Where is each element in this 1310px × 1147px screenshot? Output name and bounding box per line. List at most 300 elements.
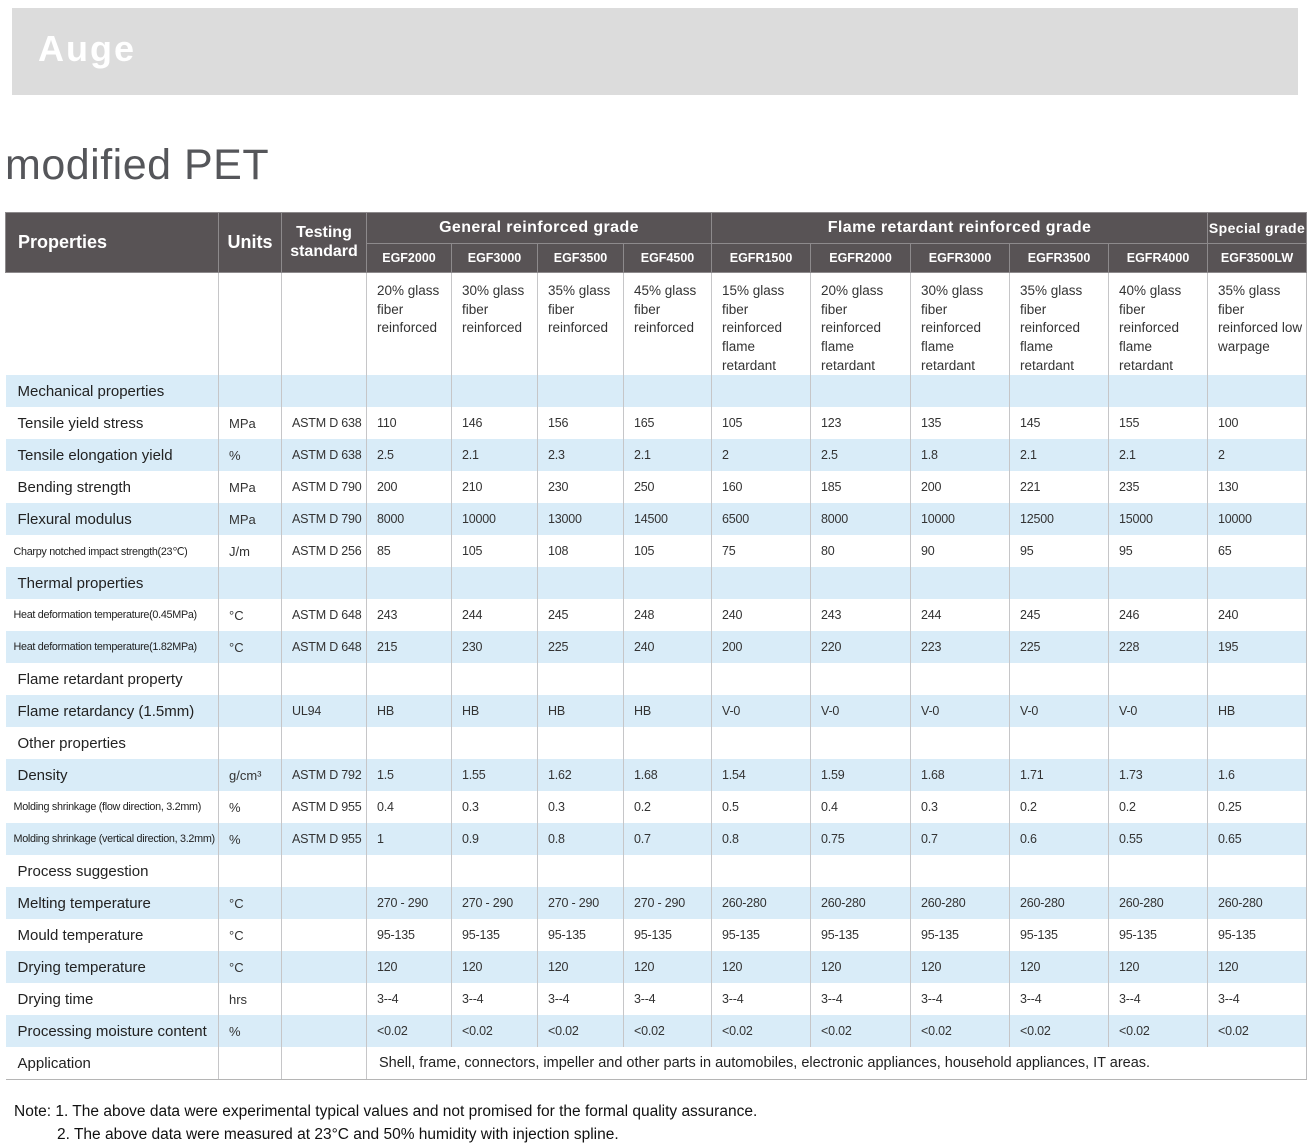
value-cell: 15000 [1109, 503, 1208, 535]
unit-cell: °C [219, 631, 282, 663]
unit-cell [219, 855, 282, 887]
value-cell: 110 [367, 407, 452, 439]
model-description: 30% glass fiber reinforced [452, 273, 538, 376]
value-cell: 3--4 [911, 983, 1010, 1015]
model-description: 45% glass fiber reinforced [624, 273, 712, 376]
property-label: Mould temperature [6, 919, 219, 951]
value-cell: 6500 [712, 503, 811, 535]
table-row [6, 439, 1307, 471]
testing-standard-cell: ASTM D 638 [282, 439, 367, 471]
description-empty-cell [282, 273, 367, 376]
value-cell: V-0 [1109, 695, 1208, 727]
value-cell [1208, 375, 1307, 407]
property-label: Charpy notched impact strength(23℃) [6, 535, 219, 567]
table-row [6, 1047, 1307, 1080]
testing-standard-cell: ASTM D 790 [282, 503, 367, 535]
value-cell: 10000 [911, 503, 1010, 535]
value-cell [452, 855, 538, 887]
col-header-model: EGFR3500 [1010, 244, 1109, 273]
value-cell: <0.02 [1010, 1015, 1109, 1047]
value-cell [624, 375, 712, 407]
value-cell: 0.55 [1109, 823, 1208, 855]
value-cell: <0.02 [712, 1015, 811, 1047]
table-row [6, 887, 1307, 919]
table-row [6, 983, 1307, 1015]
value-cell: V-0 [911, 695, 1010, 727]
model-description: 40% glass fiber reinforced flame retardant [1109, 273, 1208, 376]
value-cell: 2.1 [1010, 439, 1109, 471]
property-label: Heat deformation temperature(0.45MPa) [6, 599, 219, 631]
value-cell: 120 [911, 951, 1010, 983]
property-label: Flame retardancy (1.5mm) [6, 695, 219, 727]
value-cell: 120 [1010, 951, 1109, 983]
value-cell: <0.02 [624, 1015, 712, 1047]
value-cell: 1.71 [1010, 759, 1109, 791]
value-cell: 8000 [367, 503, 452, 535]
value-cell: 240 [624, 631, 712, 663]
value-cell: 230 [538, 471, 624, 503]
value-cell: 120 [811, 951, 911, 983]
footnotes [14, 1100, 1310, 1147]
value-cell [538, 855, 624, 887]
model-description: 35% glass fiber reinforced [538, 273, 624, 376]
value-cell [911, 855, 1010, 887]
value-cell [1208, 727, 1307, 759]
testing-standard-cell: ASTM D 256 [282, 535, 367, 567]
value-cell: 1.6 [1208, 759, 1307, 791]
table-row [6, 823, 1307, 855]
value-cell: 0.4 [367, 791, 452, 823]
property-label: Density [6, 759, 219, 791]
unit-cell: % [219, 439, 282, 471]
property-label: Flame retardant property [6, 663, 219, 695]
value-cell: 260-280 [712, 887, 811, 919]
value-cell: 120 [624, 951, 712, 983]
value-cell [367, 663, 452, 695]
page-title: modified PET [5, 141, 270, 189]
value-cell: 12500 [1010, 503, 1109, 535]
testing-standard-cell [282, 663, 367, 695]
value-cell: 95-135 [712, 919, 811, 951]
value-cell: <0.02 [538, 1015, 624, 1047]
value-cell: HB [624, 695, 712, 727]
property-label: Flexural modulus [6, 503, 219, 535]
value-cell: 0.25 [1208, 791, 1307, 823]
value-cell: 13000 [538, 503, 624, 535]
value-cell [1109, 375, 1208, 407]
value-cell: 243 [811, 599, 911, 631]
value-cell: 245 [538, 599, 624, 631]
property-label: Bending strength [6, 471, 219, 503]
section-row [6, 375, 1307, 407]
value-cell [452, 727, 538, 759]
value-cell: 10000 [452, 503, 538, 535]
value-cell: 105 [712, 407, 811, 439]
testing-standard-cell: ASTM D 790 [282, 471, 367, 503]
testing-standard-cell [282, 375, 367, 407]
value-cell: 90 [911, 535, 1010, 567]
unit-cell: MPa [219, 407, 282, 439]
value-cell: 0.2 [1010, 791, 1109, 823]
testing-standard-cell [282, 727, 367, 759]
property-label: Heat deformation temperature(1.82MPa) [6, 631, 219, 663]
property-label: Processing moisture content [6, 1015, 219, 1047]
unit-cell: °C [219, 951, 282, 983]
value-cell: 80 [811, 535, 911, 567]
property-label: Application [6, 1047, 219, 1080]
section-row [6, 727, 1307, 759]
value-cell: <0.02 [911, 1015, 1010, 1047]
value-cell: 3--4 [1109, 983, 1208, 1015]
value-cell: 246 [1109, 599, 1208, 631]
value-cell: 260-280 [1208, 887, 1307, 919]
unit-cell [219, 695, 282, 727]
value-cell: 0.7 [624, 823, 712, 855]
unit-cell [219, 663, 282, 695]
unit-cell: g/cm³ [219, 759, 282, 791]
value-cell: 75 [712, 535, 811, 567]
value-cell [538, 567, 624, 599]
unit-cell: J/m [219, 535, 282, 567]
value-cell [624, 567, 712, 599]
testing-standard-cell: UL94 [282, 695, 367, 727]
col-header-model: EGF2000 [367, 244, 452, 273]
value-cell: 160 [712, 471, 811, 503]
value-cell: 2.1 [624, 439, 712, 471]
section-row [6, 567, 1307, 599]
value-cell: 2.3 [538, 439, 624, 471]
value-cell: 146 [452, 407, 538, 439]
value-cell: 240 [1208, 599, 1307, 631]
value-cell: 3--4 [624, 983, 712, 1015]
value-cell: 1.5 [367, 759, 452, 791]
value-cell: 2.1 [1109, 439, 1208, 471]
testing-standard-cell: ASTM D 638 [282, 407, 367, 439]
value-cell: 1.73 [1109, 759, 1208, 791]
property-label: Molding shrinkage (vertical direction, 3.2mm) [6, 823, 219, 855]
brand-bar [12, 8, 1298, 95]
value-cell: 0.3 [911, 791, 1010, 823]
value-cell: 108 [538, 535, 624, 567]
testing-standard-cell [282, 983, 367, 1015]
value-cell: 1.68 [624, 759, 712, 791]
value-cell: 95-135 [624, 919, 712, 951]
value-cell [367, 855, 452, 887]
value-cell [712, 727, 811, 759]
col-header-model: EGF4500 [624, 244, 712, 273]
value-cell: 95-135 [452, 919, 538, 951]
testing-standard-cell [282, 951, 367, 983]
value-cell: 235 [1109, 471, 1208, 503]
value-cell: 85 [367, 535, 452, 567]
value-cell [452, 375, 538, 407]
value-cell: 95-135 [911, 919, 1010, 951]
testing-standard-cell: ASTM D 648 [282, 631, 367, 663]
testing-standard-cell [282, 1015, 367, 1047]
unit-cell: °C [219, 887, 282, 919]
value-cell: 1.8 [911, 439, 1010, 471]
value-cell: 120 [712, 951, 811, 983]
footnote-line: Note: 1. The above data were experimental typical values and not promised for the formal quality assurance. [14, 1103, 758, 1121]
value-cell: <0.02 [1208, 1015, 1307, 1047]
group-header-special: Special grade [1208, 213, 1307, 244]
value-cell: 1.59 [811, 759, 911, 791]
value-cell [811, 375, 911, 407]
value-cell: 156 [538, 407, 624, 439]
footnote-line: 2. The above data were measured at 23°C and 50% humidity with injection spline. [57, 1126, 619, 1144]
value-cell: 95-135 [367, 919, 452, 951]
value-cell: 223 [911, 631, 1010, 663]
value-cell: 260-280 [911, 887, 1010, 919]
col-header-model: EGF3500LW [1208, 244, 1307, 273]
table-row [6, 759, 1307, 791]
property-label: Mechanical properties [6, 375, 219, 407]
testing-standard-cell: ASTM D 648 [282, 599, 367, 631]
description-empty-cell [219, 273, 282, 376]
value-cell: 248 [624, 599, 712, 631]
value-cell: 95-135 [1208, 919, 1307, 951]
unit-cell [219, 1047, 282, 1080]
group-header-row [6, 213, 1307, 244]
value-cell [1010, 567, 1109, 599]
value-cell [1010, 375, 1109, 407]
group-header-general: General reinforced grade [367, 213, 712, 244]
value-cell: 200 [911, 471, 1010, 503]
value-cell [1208, 855, 1307, 887]
value-cell [367, 727, 452, 759]
value-cell: 3--4 [811, 983, 911, 1015]
value-cell: 244 [911, 599, 1010, 631]
value-cell: 195 [1208, 631, 1307, 663]
value-cell [1109, 727, 1208, 759]
value-cell: 260-280 [1109, 887, 1208, 919]
unit-cell: hrs [219, 983, 282, 1015]
unit-cell: % [219, 1015, 282, 1047]
value-cell: 0.75 [811, 823, 911, 855]
value-cell [911, 567, 1010, 599]
col-header-model: EGFR2000 [811, 244, 911, 273]
value-cell: 243 [367, 599, 452, 631]
testing-standard-cell: ASTM D 792 [282, 759, 367, 791]
value-cell [1208, 567, 1307, 599]
value-cell: 245 [1010, 599, 1109, 631]
table-row [6, 1015, 1307, 1047]
description-row [6, 273, 1307, 376]
property-label: Drying time [6, 983, 219, 1015]
value-cell: 155 [1109, 407, 1208, 439]
value-cell: 0.2 [624, 791, 712, 823]
value-cell: 95-135 [811, 919, 911, 951]
value-cell [1109, 855, 1208, 887]
value-cell [911, 663, 1010, 695]
value-cell [811, 663, 911, 695]
value-cell: 260-280 [1010, 887, 1109, 919]
unit-cell: % [219, 791, 282, 823]
table-row [6, 951, 1307, 983]
value-cell [1208, 663, 1307, 695]
property-label: Process suggestion [6, 855, 219, 887]
description-empty-cell [6, 273, 219, 376]
value-cell: 230 [452, 631, 538, 663]
value-cell: <0.02 [452, 1015, 538, 1047]
property-label: Tensile yield stress [6, 407, 219, 439]
value-cell: 165 [624, 407, 712, 439]
brand-logo: Auge [38, 28, 136, 69]
value-cell: 105 [624, 535, 712, 567]
unit-cell: % [219, 823, 282, 855]
value-cell: V-0 [811, 695, 911, 727]
unit-cell [219, 567, 282, 599]
value-cell: 0.4 [811, 791, 911, 823]
value-cell: 120 [452, 951, 538, 983]
value-cell: 1.55 [452, 759, 538, 791]
value-cell: 3--4 [1010, 983, 1109, 1015]
value-cell [911, 375, 1010, 407]
value-cell [712, 567, 811, 599]
value-cell: 120 [367, 951, 452, 983]
value-cell: 1.62 [538, 759, 624, 791]
value-cell: 260-280 [811, 887, 911, 919]
value-cell: 123 [811, 407, 911, 439]
value-cell: 1.68 [911, 759, 1010, 791]
value-cell [452, 663, 538, 695]
unit-cell: °C [219, 919, 282, 951]
value-cell: 95 [1010, 535, 1109, 567]
group-header-flame-retardant: Flame retardant reinforced grade [712, 213, 1208, 244]
unit-cell: °C [219, 599, 282, 631]
value-cell: 0.9 [452, 823, 538, 855]
value-cell: 1.54 [712, 759, 811, 791]
col-header-model: EGFR4000 [1109, 244, 1208, 273]
value-cell [712, 375, 811, 407]
value-cell: 0.2 [1109, 791, 1208, 823]
value-cell: 244 [452, 599, 538, 631]
value-cell: <0.02 [367, 1015, 452, 1047]
value-cell: 95-135 [1109, 919, 1208, 951]
property-label: Melting temperature [6, 887, 219, 919]
value-cell: 200 [712, 631, 811, 663]
col-header-testing-standard: Testing standard [282, 213, 367, 273]
value-cell: 105 [452, 535, 538, 567]
value-cell: <0.02 [811, 1015, 911, 1047]
value-cell [1010, 855, 1109, 887]
testing-standard-cell [282, 887, 367, 919]
value-cell: 3--4 [538, 983, 624, 1015]
value-cell: 1 [367, 823, 452, 855]
value-cell: 0.3 [538, 791, 624, 823]
value-cell [367, 567, 452, 599]
value-cell [538, 727, 624, 759]
value-cell: 220 [811, 631, 911, 663]
value-cell: 3--4 [452, 983, 538, 1015]
value-cell: 270 - 290 [367, 887, 452, 919]
value-cell: 0.7 [911, 823, 1010, 855]
value-cell: 2.5 [367, 439, 452, 471]
value-cell: HB [367, 695, 452, 727]
value-cell: 2.5 [811, 439, 911, 471]
value-cell: V-0 [1010, 695, 1109, 727]
value-cell: 14500 [624, 503, 712, 535]
property-label: Thermal properties [6, 567, 219, 599]
value-cell [624, 727, 712, 759]
value-cell: 0.5 [712, 791, 811, 823]
table-row [6, 695, 1307, 727]
value-cell: 65 [1208, 535, 1307, 567]
col-header-units: Units [219, 213, 282, 273]
value-cell [712, 855, 811, 887]
table-row [6, 503, 1307, 535]
value-cell [538, 375, 624, 407]
value-cell [367, 375, 452, 407]
value-cell [452, 567, 538, 599]
property-label: Drying temperature [6, 951, 219, 983]
value-cell: 225 [1010, 631, 1109, 663]
section-row [6, 663, 1307, 695]
table-row [6, 631, 1307, 663]
property-label: Other properties [6, 727, 219, 759]
value-cell [911, 727, 1010, 759]
value-cell: HB [1208, 695, 1307, 727]
property-label: Molding shrinkage (flow direction, 3.2mm) [6, 791, 219, 823]
value-cell: 95-135 [1010, 919, 1109, 951]
value-cell: 100 [1208, 407, 1307, 439]
value-cell [811, 855, 911, 887]
value-cell [538, 663, 624, 695]
value-cell [811, 567, 911, 599]
value-cell [1010, 727, 1109, 759]
value-cell: 0.8 [538, 823, 624, 855]
testing-standard-cell: ASTM D 955 [282, 823, 367, 855]
value-cell: 3--4 [712, 983, 811, 1015]
table-row [6, 471, 1307, 503]
value-cell: 270 - 290 [624, 887, 712, 919]
model-description: 35% glass fiber reinforced flame retardant [1010, 273, 1109, 376]
value-cell: 0.3 [452, 791, 538, 823]
testing-standard-cell [282, 919, 367, 951]
value-cell: 145 [1010, 407, 1109, 439]
value-cell [1010, 663, 1109, 695]
value-cell: 0.6 [1010, 823, 1109, 855]
unit-cell [219, 727, 282, 759]
model-description: 30% glass fiber reinforced flame retardant [911, 273, 1010, 376]
table-row [6, 535, 1307, 567]
value-cell: <0.02 [1109, 1015, 1208, 1047]
value-cell: 225 [538, 631, 624, 663]
model-description: 35% glass fiber reinforced low warpage [1208, 273, 1307, 376]
property-label: Tensile elongation yield [6, 439, 219, 471]
value-cell: 200 [367, 471, 452, 503]
value-cell [1109, 663, 1208, 695]
value-cell: 2 [712, 439, 811, 471]
unit-cell: MPa [219, 471, 282, 503]
testing-standard-cell: ASTM D 955 [282, 791, 367, 823]
value-cell [811, 727, 911, 759]
col-header-properties: Properties [6, 213, 219, 273]
model-description: 20% glass fiber reinforced [367, 273, 452, 376]
value-cell [712, 663, 811, 695]
unit-cell [219, 375, 282, 407]
table-row [6, 599, 1307, 631]
col-header-model: EGFR1500 [712, 244, 811, 273]
value-cell: 185 [811, 471, 911, 503]
table-row [6, 407, 1307, 439]
value-cell: 120 [538, 951, 624, 983]
testing-standard-cell [282, 1047, 367, 1080]
table-header [6, 213, 1307, 273]
value-cell: 210 [452, 471, 538, 503]
col-header-model: EGF3500 [538, 244, 624, 273]
value-cell: 120 [1109, 951, 1208, 983]
